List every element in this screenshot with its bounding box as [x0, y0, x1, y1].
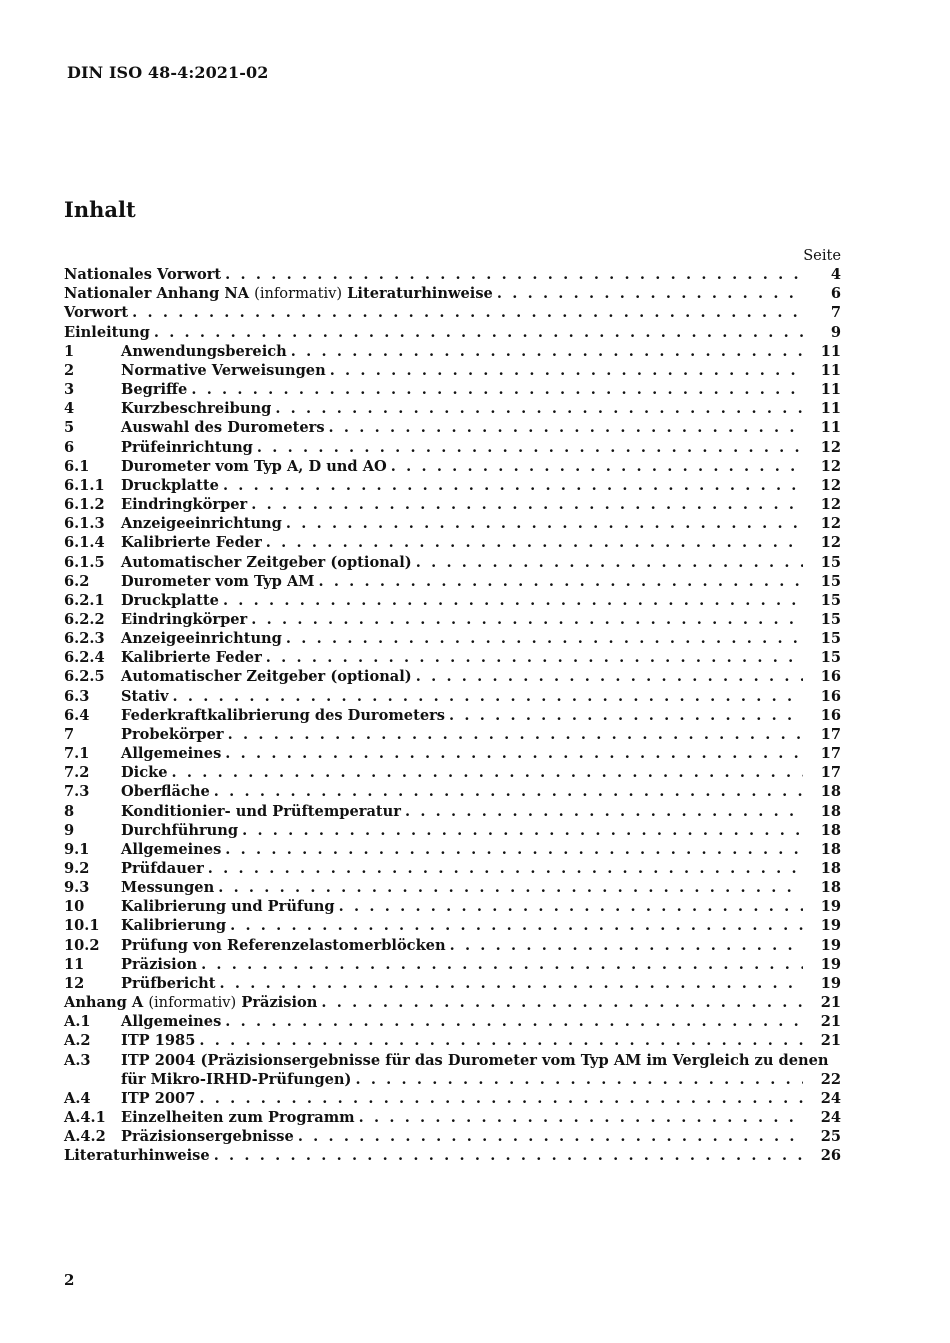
toc-dot-leader	[275, 399, 802, 418]
toc-entry-title-group	[121, 1108, 355, 1127]
toc-dot-leader	[251, 610, 802, 629]
toc-entry-number: 6.2.2	[64, 610, 105, 628]
toc-entry-title-group	[121, 361, 326, 380]
toc-dot-leader	[286, 629, 803, 648]
toc-entry[interactable]	[64, 706, 841, 725]
toc-dot-leader	[230, 916, 803, 935]
toc-entry-page: 17	[820, 764, 841, 782]
toc-entry-page: 12	[820, 496, 841, 514]
toc-entry-page: 12	[820, 438, 841, 456]
toc-entry-number: 6.1	[64, 457, 90, 475]
toc-entry-title-group	[121, 667, 412, 686]
toc-dot-leader	[405, 802, 803, 821]
toc-entry-page: 11	[820, 361, 841, 379]
table-of-contents	[64, 246, 841, 1166]
toc-entry[interactable]	[64, 495, 841, 514]
toc-entry-number: A.2	[64, 1032, 91, 1050]
toc-entry-number: 6.2	[64, 572, 90, 590]
toc-entry-title: ITP 1985	[121, 1032, 196, 1050]
toc-entry-page: 11	[820, 381, 841, 399]
toc-entry-title-group	[121, 878, 214, 897]
toc-entry-page: 16	[820, 668, 841, 686]
document-header: DIN ISO 48-4:2021-02	[67, 63, 269, 82]
toc-entry-title: Allgemeines	[121, 840, 222, 858]
toc-entry-page: 18	[820, 879, 841, 897]
toc-entry-page: 19	[820, 917, 841, 935]
toc-entry-page: 26	[820, 1147, 841, 1165]
toc-entry[interactable]	[64, 533, 841, 552]
toc-dot-leader	[225, 840, 802, 859]
toc-entry-number: 6.4	[64, 706, 90, 724]
toc-entry-number: 5	[64, 419, 75, 437]
toc-entry-title-group	[121, 840, 221, 859]
toc-entry-title: Anzeigeeinrichtung	[121, 515, 282, 533]
toc-dot-leader	[191, 380, 802, 399]
toc-entry-page: 11	[820, 419, 841, 437]
toc-dot-leader	[173, 687, 803, 706]
toc-entry-title-group	[64, 303, 128, 322]
toc-entry-number: 2	[64, 361, 75, 379]
toc-dot-leader	[355, 1070, 802, 1089]
toc-entry[interactable]	[64, 687, 841, 706]
toc-entry[interactable]	[64, 591, 841, 610]
toc-entry-title-group	[121, 763, 167, 782]
toc-entry-page: 15	[820, 553, 841, 571]
toc-entry-page: 16	[820, 687, 841, 705]
toc-entry-title-group	[121, 380, 187, 399]
toc-entry[interactable]	[64, 323, 841, 342]
toc-entry-page: 9	[830, 323, 841, 341]
toc-entry-number: 4	[64, 400, 75, 418]
toc-entry[interactable]	[64, 1012, 841, 1031]
toc-dot-leader	[416, 553, 803, 572]
toc-entry[interactable]	[64, 1108, 841, 1127]
toc-entry-title: Vorwort	[64, 304, 129, 322]
toc-title: Inhalt	[64, 197, 136, 222]
toc-dot-leader	[318, 572, 802, 591]
toc-entry-number: 11	[64, 955, 85, 973]
toc-entry-title-group	[121, 1127, 294, 1146]
toc-entry[interactable]	[64, 610, 841, 629]
toc-entry-page: 18	[820, 783, 841, 801]
toc-entry[interactable]	[64, 476, 841, 495]
toc-entry-page: 11	[820, 342, 841, 360]
toc-entry-title: Messungen	[121, 879, 215, 897]
toc-entry[interactable]	[64, 572, 841, 591]
toc-entry-title-group	[121, 706, 445, 725]
toc-entry[interactable]	[64, 974, 841, 993]
toc-entry[interactable]	[64, 955, 841, 974]
toc-entry-title-group	[121, 725, 224, 744]
toc-entry[interactable]	[64, 1146, 841, 1165]
toc-entry-title: Prüfdauer	[121, 860, 204, 877]
toc-entry-title: Stativ	[121, 687, 169, 705]
toc-entry-number: 6.1.2	[64, 496, 105, 514]
toc-entry-title-group	[121, 1012, 221, 1031]
toc-entry-title-group	[121, 533, 262, 552]
toc-entry-title-group	[121, 821, 238, 840]
toc-dot-leader	[228, 725, 803, 744]
toc-entry-title: Oberfläche	[121, 783, 210, 801]
toc-entry-number: 9	[64, 821, 75, 839]
toc-entry-title-group	[121, 897, 335, 916]
toc-entry-number: 7	[64, 725, 75, 743]
toc-entry-page: 21	[820, 1032, 841, 1050]
toc-entry-number: 12	[64, 974, 85, 992]
toc-entry-title-group	[64, 1146, 210, 1165]
toc-entry[interactable]	[64, 802, 841, 821]
toc-entry-page: 4	[830, 266, 841, 284]
toc-entry-title: Federkraftkalibrierung des Durometers	[121, 706, 446, 724]
toc-entry[interactable]	[64, 1089, 841, 1108]
toc-dot-leader	[242, 821, 803, 840]
toc-dot-leader	[214, 782, 803, 801]
toc-entry-title: Kalibrierung	[121, 917, 227, 935]
toc-entry-number: 6.1.5	[64, 553, 105, 571]
toc-entry-title: Anwendungsbereich	[121, 342, 287, 360]
toc-entry-number: 10.2	[64, 936, 100, 954]
toc-entry-number: 7.2	[64, 764, 90, 782]
toc-entry[interactable]	[64, 418, 841, 437]
toc-entry[interactable]	[64, 399, 841, 418]
toc-entry-title: Eindringkörper	[121, 496, 248, 514]
toc-entry-title: ITP 2007	[121, 1089, 196, 1107]
toc-dot-leader	[225, 744, 802, 763]
toc-entry-title: Kalibrierung und Prüfung	[121, 898, 335, 916]
toc-entry-number: 10	[64, 898, 85, 916]
toc-entry-title: Dicke	[121, 764, 168, 782]
toc-entry-title-group	[121, 457, 387, 476]
toc-entry-title-group	[121, 553, 412, 572]
toc-entry-number: 3	[64, 381, 75, 399]
toc-entry-page: 19	[820, 955, 841, 973]
toc-dot-leader	[450, 936, 803, 955]
toc-entry-title-group	[121, 476, 219, 495]
toc-entry-number: 1	[64, 342, 75, 360]
toc-entry-title-rest: Präzision	[241, 994, 318, 1012]
toc-entry-number: 9.3	[64, 879, 90, 897]
toc-entry[interactable]	[64, 1051, 841, 1089]
toc-entry[interactable]	[64, 1031, 841, 1050]
toc-entry-title-group	[121, 610, 247, 629]
toc-entry-page: 15	[820, 591, 841, 609]
toc-dot-leader	[132, 303, 803, 322]
toc-entry-number: 8	[64, 802, 75, 820]
toc-dot-leader	[154, 323, 803, 342]
toc-dot-leader	[218, 878, 802, 897]
toc-entry-title-group	[121, 782, 210, 801]
toc-entry-title: Nationales Vorwort	[64, 266, 222, 284]
toc-entry[interactable]	[64, 744, 841, 763]
toc-dot-leader	[208, 859, 803, 878]
toc-entry-number: 6.2.5	[64, 668, 105, 686]
toc-dot-leader	[223, 476, 803, 495]
toc-entry[interactable]	[64, 438, 841, 457]
toc-entry-title: Begriffe	[121, 381, 188, 399]
toc-entry[interactable]	[64, 782, 841, 801]
toc-entry-title-group	[121, 744, 221, 763]
toc-entry[interactable]	[64, 667, 841, 686]
toc-entry-page: 15	[820, 572, 841, 590]
toc-entry-title-group	[121, 418, 325, 437]
toc-entry-number: A.4.1	[64, 1109, 106, 1127]
toc-entry-title-group	[121, 399, 271, 418]
toc-entry-title: Druckplatte	[121, 476, 219, 494]
toc-entry-title: Kurzbeschreibung	[121, 400, 272, 418]
toc-entry[interactable]	[64, 514, 841, 533]
toc-entry-title: Anzeigeeinrichtung	[121, 630, 282, 648]
toc-entry[interactable]	[64, 553, 841, 572]
toc-dot-leader	[225, 1012, 802, 1031]
toc-entry-page: 11	[820, 400, 841, 418]
toc-entry-page: 19	[820, 974, 841, 992]
toc-entry-title-group	[121, 916, 226, 935]
toc-entry-number: 7.3	[64, 783, 90, 801]
toc-dot-leader	[220, 974, 803, 993]
toc-entry-title: ITP 2004 (Präzisionsergebnisse für das Durometer vom Typ AM im Vergleich zu denen	[121, 1051, 829, 1069]
toc-dot-leader	[416, 667, 803, 686]
toc-entry-title: Einzelheiten zum Programm	[121, 1109, 355, 1127]
toc-entry-title: Kalibrierte Feder	[121, 534, 262, 552]
toc-entry-number: 6.1.1	[64, 476, 105, 494]
toc-entry-page: 17	[820, 745, 841, 763]
toc-dot-leader	[266, 648, 803, 667]
toc-entry[interactable]	[64, 629, 841, 648]
toc-entry-title-group	[64, 265, 221, 284]
toc-entry-title: Automatischer Zeitgeber (optional)	[121, 668, 412, 686]
toc-entry-page: 21	[820, 1013, 841, 1031]
toc-entry-page: 19	[820, 898, 841, 916]
toc-entry-page: 19	[820, 936, 841, 954]
toc-entry-title-group	[121, 591, 219, 610]
toc-entry-title-group	[121, 342, 287, 361]
toc-entry-page: 25	[820, 1128, 841, 1146]
toc-dot-leader	[359, 1108, 803, 1127]
toc-entry-title-rest: Literaturhinweise	[347, 285, 493, 303]
toc-entry-number: 6.3	[64, 687, 90, 705]
toc-dot-leader	[257, 438, 803, 457]
toc-entry-number: 6.2.3	[64, 630, 105, 648]
toc-entry[interactable]	[64, 342, 841, 361]
toc-entry-title: Anhang A	[64, 994, 144, 1012]
toc-entry-number: 7.1	[64, 745, 90, 763]
toc-entry-title: Durchführung	[121, 821, 239, 839]
toc-entry-page: 12	[820, 534, 841, 552]
toc-entry-title-group	[64, 993, 317, 1012]
toc-entry[interactable]	[64, 361, 841, 380]
toc-entry-title: Literaturhinweise	[64, 1147, 210, 1165]
toc-entry-page: 16	[820, 706, 841, 724]
toc-dot-leader	[266, 533, 803, 552]
toc-dot-leader	[330, 361, 803, 380]
toc-entry-page: 18	[820, 860, 841, 877]
toc-entry-title: Durometer vom Typ A, D und AO	[121, 457, 387, 475]
toc-entry-title: Automatischer Zeitgeber (optional)	[121, 553, 412, 571]
toc-entry-number: A.4.2	[64, 1128, 106, 1146]
toc-entry-title: Konditionier- und Prüftemperatur	[121, 802, 401, 820]
toc-entry-number: A.4	[64, 1089, 91, 1107]
toc-entry-title-group	[121, 859, 204, 878]
toc-entry-page: 12	[820, 476, 841, 494]
toc-entry[interactable]	[64, 457, 841, 476]
toc-entry-title: Präzisionsergebnisse	[121, 1128, 294, 1146]
toc-entry-title: Nationaler Anhang NA	[64, 285, 250, 303]
toc-entry-number: 6.1.3	[64, 515, 105, 533]
toc-entry-number: 10.1	[64, 917, 100, 935]
toc-entry-number: 9.2	[64, 860, 90, 877]
toc-entry-page: 22	[820, 1070, 841, 1088]
toc-entry-title-group	[121, 955, 197, 974]
toc-entry-page: 7	[830, 304, 841, 322]
toc-dot-leader	[298, 1127, 803, 1146]
toc-entry-title: Präzision	[121, 955, 198, 973]
toc-entry[interactable]	[64, 303, 841, 322]
toc-dot-leader	[291, 342, 803, 361]
toc-dot-leader	[497, 284, 803, 303]
toc-entry-page: 18	[820, 840, 841, 858]
toc-entry-title: Eindringkörper	[121, 610, 248, 628]
toc-entry-number: 6.2.1	[64, 591, 105, 609]
toc-entry-page: 6	[830, 285, 841, 303]
toc-entry[interactable]	[64, 993, 841, 1012]
toc-entry-title-continued: für Mikro-IRHD-Prüfungen)	[121, 1070, 352, 1088]
toc-entry-page: 15	[820, 649, 841, 667]
toc-entry[interactable]	[64, 840, 841, 859]
toc-entry[interactable]	[64, 916, 841, 935]
toc-entry-title-group	[121, 1089, 195, 1108]
toc-entry-page: 24	[820, 1109, 841, 1127]
toc-entry[interactable]	[64, 936, 841, 955]
toc-entry-title-group	[121, 438, 253, 457]
toc-entry-page: 18	[820, 821, 841, 839]
toc-entry-number: 6.1.4	[64, 534, 105, 552]
toc-entry-title: Allgemeines	[121, 1013, 222, 1031]
toc-dot-leader	[449, 706, 803, 725]
toc-entry-title: Prüfung von Referenzelastomerblöcken	[121, 936, 446, 954]
toc-entry-title-group	[64, 323, 150, 342]
toc-entry-title: Durometer vom Typ AM	[121, 572, 315, 590]
toc-dot-leader	[286, 514, 803, 533]
toc-dot-leader	[171, 763, 802, 782]
toc-entry-page: 24	[820, 1089, 841, 1107]
toc-entry-title-group	[121, 1031, 195, 1050]
toc-entry-title-group	[121, 514, 282, 533]
toc-entry-title: Einleitung	[64, 323, 150, 341]
toc-entry-title: Normative Verweisungen	[121, 361, 326, 379]
toc-dot-leader	[251, 495, 802, 514]
toc-dot-leader	[201, 955, 803, 974]
toc-entry-title: Kalibrierte Feder	[121, 649, 262, 667]
toc-dot-leader	[225, 265, 803, 284]
toc-entry[interactable]	[64, 763, 841, 782]
toc-dot-leader	[391, 457, 803, 476]
toc-entry-number: 6	[64, 438, 75, 456]
toc-entry-title-group	[121, 936, 446, 955]
toc-entry-page: 21	[820, 994, 841, 1012]
toc-dot-leader	[329, 418, 803, 437]
toc-dot-leader	[199, 1031, 802, 1050]
toc-entry-title: Allgemeines	[121, 745, 222, 763]
toc-entry-title: Druckplatte	[121, 591, 219, 609]
toc-entry-page: 18	[820, 802, 841, 820]
toc-entry-page: 15	[820, 630, 841, 648]
toc-entry[interactable]	[64, 380, 841, 399]
toc-entry-title-group	[121, 629, 282, 648]
toc-dot-leader	[321, 993, 802, 1012]
toc-entry-title-group	[121, 974, 216, 993]
toc-entry-title: Auswahl des Durometers	[121, 419, 325, 437]
toc-entry[interactable]	[64, 821, 841, 840]
toc-entry-page: 12	[820, 457, 841, 475]
toc-entry-note: (informativ)	[254, 285, 343, 303]
toc-entry-title-group	[121, 572, 314, 591]
toc-entry-title-group	[121, 648, 262, 667]
seite-label: Seite	[803, 247, 841, 264]
toc-entry-title-group	[121, 802, 401, 821]
toc-entry-number: 6.2.4	[64, 649, 105, 667]
toc-entry-page: 15	[820, 610, 841, 628]
toc-dot-leader	[214, 1146, 803, 1165]
toc-entry-title: Prüfeinrichtung	[121, 438, 253, 456]
toc-entry-number: A.1	[64, 1013, 91, 1031]
toc-entry[interactable]	[64, 897, 841, 916]
page-number: 2	[64, 1271, 75, 1289]
toc-entry[interactable]	[64, 878, 841, 897]
toc-entry[interactable]	[64, 725, 841, 744]
toc-dot-leader	[199, 1089, 802, 1108]
toc-entry-note: (informativ)	[148, 994, 237, 1012]
toc-entry-title: Probekörper	[121, 725, 224, 743]
toc-entry[interactable]	[64, 284, 841, 303]
toc-entry[interactable]	[64, 1127, 841, 1146]
toc-entry[interactable]	[64, 265, 841, 284]
toc-entry-number: A.3	[64, 1051, 91, 1069]
toc-entry-title-group	[121, 495, 247, 514]
toc-entry-page: 17	[820, 725, 841, 743]
toc-entry-page: 12	[820, 515, 841, 533]
toc-entry-number: 9.1	[64, 840, 90, 858]
toc-entry[interactable]	[64, 648, 841, 667]
toc-list	[64, 265, 841, 1165]
toc-dot-leader	[223, 591, 803, 610]
toc-entry-title-group	[121, 687, 169, 706]
toc-entry-title-group	[64, 284, 493, 303]
toc-dot-leader	[339, 897, 803, 916]
toc-entry[interactable]	[64, 859, 841, 878]
toc-entry-title: Prüfbericht	[121, 974, 216, 992]
